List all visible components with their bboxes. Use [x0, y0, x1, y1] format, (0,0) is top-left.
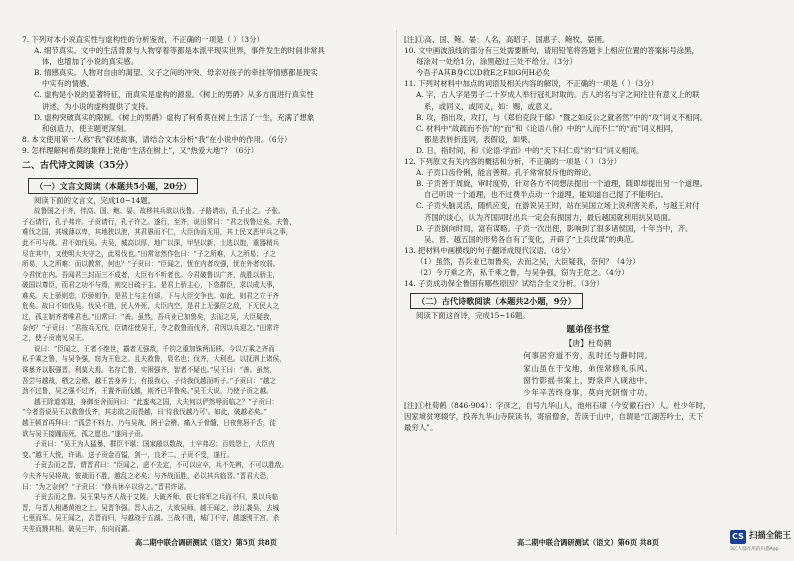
passage-line: 子贡去而之晋，谓晋君曰：“臣闻之，虑不先定，不可以应卒，兵不先辨，不可以胜敌。: [34, 461, 288, 470]
passage-line: 故鲁国之于齐，伴高、国、鲍、晏，故移其兵欲以伐鲁。子路请出，孔子止之。子张、: [34, 207, 285, 216]
q12-stem: 12. 下列原文有关内容的概括和分析，不正确的一项是（ ）（3分）: [404, 157, 622, 167]
poem-block: [404, 323, 772, 400]
q12-option-a: A. 子贡口齿伶俐，能言善辩。孔子常常驳斥他的辩论。: [416, 168, 597, 178]
q13-stem: 13. 把材料中画横线的句子翻译成现代汉语。（8分）: [404, 245, 575, 255]
page-divider: [396, 30, 397, 535]
left-page: [22, 34, 390, 534]
right-page: [404, 34, 772, 534]
q11-stem: 11. 下列对材料中加点的词语及相关内容的解说，不正确的一项是（ ）（3分）: [404, 79, 658, 89]
passage-line: 之，使子贡南见吴王。: [22, 334, 88, 343]
left-page-footer: 高二期中联合调研测试（语文）第5页 共8页: [135, 538, 277, 547]
passage-line: “今者吾说吴王以救鲁伐齐，其志欲之而畏越，曰‘待我伐越乃可’。如此，破越必矣。”: [22, 408, 268, 417]
passage-line: 子贡去而之鲁。吴王果与齐人战于艾陵，大破齐师，获七将军之兵而不归，果以兵临: [34, 493, 278, 502]
q10-text: 今吾子A其B身C以D救E之F如G何H必矣: [416, 68, 550, 78]
right-page-footer: 高二期中联合调研测试（语文）第6页 共8页: [517, 538, 659, 547]
passage-line: 曰：“为之奈何？”子贡曰：“修兵休卒以待之。”晋君许诺。: [22, 482, 191, 491]
poem-line: 少年辛苦终身事，莫向光阴惰寸功。: [523, 388, 653, 398]
q7-option-c-cont: 讲述，为小说的虚构提供了支持。: [42, 101, 153, 111]
q13-sentence-1: （1）虽然，吾兵业已加鲁矣，去而之吴，大臣疑我，奈何？（4分）: [416, 256, 640, 266]
poem-line: 何事居穷道不穷，乱时还与静时同。: [523, 351, 653, 361]
q7-option-a-cont: 体，也增加了小说的真实感。: [42, 57, 139, 67]
poem-author: 【唐】杜荀鹤: [564, 339, 612, 349]
passage-line: 晋，与晋人相遇黄池之上。吴晋争强。晋人击之，大败吴师。越王闻之，涉江袭吴，去城: [22, 503, 280, 512]
poem-line: 窗竹影摇书案上，野泉声入砚池中。: [523, 376, 653, 386]
passage-note: [注]①高、国、鲍、晏：人名，高昭子、国惠子、鲍牧、晏圉。: [404, 35, 610, 44]
q11-option-c-cont: 都是表转折连词，表假设，如果。: [424, 134, 535, 144]
q13-sentence-2: （2）今万乘之齐，私千乘之鲁，与吴争强，窃为王危之。（4分）: [416, 267, 629, 277]
passage-line: 今夫齐与吴将战，彼战而不胜，越乱之必矣；与齐战而胜，必以其兵临晋。”晋君大恐，: [22, 471, 273, 480]
q7-option-d-cont: 和创造力，使主题更深刻。: [42, 123, 131, 133]
passage-line: 子石请行，孔子弗许。子贡请行，孔子许之。遂行，至齐，说田常曰：“君之伐鲁过矣。夫鲁，: [22, 217, 296, 226]
poetry-instruction: 阅读下面这首诗，完成15~16题。: [416, 311, 530, 321]
passage-line: 欲与吴王接踵而死，孤之愿也。”遂问子贡。: [22, 429, 148, 438]
q11-option-d: D. 日，指时间，和《论语·学而》中的“天下归仁焉”的“归”词义相同。: [416, 145, 644, 155]
q12-option-c: C. 子贡头脑灵活，随机应变，在游说吴王时，站在吴国立场上说利害关系，与越王对付: [416, 201, 700, 211]
passage-line: 子贡曰：“吴王为人猛暴，群臣不堪；国家敝以数战，士卒弗忍；百姓怨上，大臣内: [34, 440, 275, 449]
q14: 14. 子贡成功保全鲁国有哪些原因？试结合全文分析。（3分）: [404, 279, 604, 289]
q7-option-c: C. 虚构是小说的显著特征，而真实是虚构的源泉。《树上的男爵》从多方面进行真实性: [34, 90, 314, 100]
subsection-poetry: （二）古代诗歌阅读（本题共2小题，9分）: [410, 293, 583, 309]
q7-option-d: D. 虚构突破真实的限制。《树上的男爵》虚构了柯希莫在树上生活了一生，充满了想象: [34, 112, 315, 122]
poem-title: 题弟侄书堂: [566, 325, 610, 336]
passage-line: 越王除道郊迎，身御至舍而问曰：“此蛮夷之国，大夫何以俨然辱而临之？”子贡曰：: [34, 397, 279, 406]
passage-line: 破国以尊臣，而君之功不与焉，则交日疏于主。是君上骄主心，下恣群臣，求以成大事，: [22, 281, 280, 290]
q7-option-a: A. 细节真实。文中的生活背景与人物穿着等都是本派平现实世界，事件发生的时间非常具: [34, 46, 325, 56]
poem-note: [注]①杜荀鹤（846-904）：字彦之，自号九华山人，池州石埭（今安徽石台）人。杜少年时，: [404, 400, 711, 410]
scanner-app-name: 扫描全能王: [749, 530, 791, 540]
q11-option-c: C. 材料中“故疏而不伤”的“而”和《论语八佾》中的“人而不仁”的“而”词义相同，: [416, 123, 679, 133]
scanner-watermark: [730, 528, 790, 556]
section-ancient-reading: 二、古代诗文阅读（35分）: [22, 161, 134, 172]
passage-line: 夫差而戮其相。破吴三年，东向而霸。: [22, 524, 135, 533]
q12-option-c-cont: 齐国的谈心，认为齐国同时出兵一定会有损国力，最后越国就利用抗吴局面。: [424, 212, 676, 222]
passage-line: 变。”越王大悦，许诺。送子贡金百镒，剑一，良矛二。子贡不受，遂行。: [22, 450, 234, 459]
passage-line: 尽在其中，又使明大夫守之，此易伐也。”田常忿然作色曰：“子之所难，人之所易；子之: [22, 249, 277, 258]
passage-line: 私千乘之鲁，与吴争强，窃为王危之。且夫救鲁，显名也；伐齐，大利也。以抚泗上诸侯，: [22, 355, 286, 364]
q12-option-b: B. 子贡善于周旋，审时度势，针对各方不同想法提出一个道理，随即却提出另一个道理。: [416, 179, 707, 189]
passage-line: 此不可与战。君不如伐吴。夫吴，城高以厚，地广以深，甲坚以新，士选以饱，重器精兵: [22, 238, 280, 247]
camscanner-logo-icon: CS: [730, 530, 746, 544]
passage-line: 难矣。夫上骄则恣，臣骄则争，是君上与主有郤，下与大臣交争也。如此，则君之立于齐: [22, 291, 280, 300]
poem-note-cont: 最穷人”。: [404, 423, 438, 433]
q9: 9. 怎样理解柯希莫的集释上说他“生活在树上”，又“热爱大地”？（6分）: [22, 145, 259, 155]
poem-line: 家山虽在干戈地，弟侄常修礼乐风。: [523, 363, 653, 373]
passage-line: 说曰：“臣闻之，王者不绝世，霸者无强敌，千钧之重加铢两而移。今以万乘之齐而: [34, 344, 275, 353]
passage-line: 诛暴齐以服强晋，利莫大焉。名存亡鲁，实困强齐，智者不疑也。”吴王曰：“善。虽然，: [22, 366, 277, 375]
passage-line: 危矣。故曰不如伐吴。伐吴不胜，民人外死，大臣内空，是君上无强臣之敌，下无民人之: [22, 302, 280, 311]
q11-option-b: B. 攻，指出攻，攻打，与《郑伯克段于鄢》“暨之如反公之就者然”中的“攻”词义不相同。: [416, 112, 708, 122]
q12-option-d-cont: 吴、晋、越五国的形势各自有了变化，开辟了“上兵伐谋”的典范。: [424, 234, 639, 244]
q7-stem: 7. 下列对本小说直实性与虚构性的分析鉴赏，不正确的一项是（ ）（3分）: [22, 35, 264, 44]
passage-line: 过，孤主制齐者唯君也。”田常曰：“善。虽然，吾兵业已加鲁矣，去而之吴，大臣疑我，: [22, 313, 277, 322]
reading-instruction: 阅读下面的文言文，完成10~14题。: [34, 196, 156, 206]
passage-line: 难伐之国，其城薄以卑，其地狭以泄，其君愚而不仁，大臣伪而无用，其士民又恶甲兵之事，: [22, 228, 293, 237]
q7-option-b: B. 情感真实。人物对自由的渴望、父子之间的冲突、母亲对孩子的牵挂等情感都是现实: [34, 68, 318, 78]
q11-option-a-cont: 系，或同义，或同义，如：赐，或意义。: [424, 101, 558, 111]
q11-option-a: A. 字，古人字是男子二十岁成人举行冠礼时取的。古人的名与字之间往往有意义上的联: [416, 90, 700, 100]
q7-option-b-cont: 中实有的情感。: [42, 79, 94, 89]
passage-line: 七里而军。吴王闻之，去晋而归，与越战于五湖。三战不胜，城门不守，越遂围王宫，杀: [22, 514, 280, 523]
passage-line: 今君忧在内。吾闻君三封而三不成者，大臣有不听者也。今君破鲁以广齐，战胜以骄主，: [22, 270, 280, 279]
passage-line: 越王顿首再拜曰：“孤尝不料力，乃与吴战，困于会稽，痛入于骨髓，日夜焦唇干舌，徒: [22, 419, 276, 427]
subsection-classical-prose: （一）文言文阅读（本题共5小题，20分）: [28, 178, 198, 194]
q12-option-b-cont: 自己听说一个道理，也不过费半点动一个道理，能知道自己提了不能明白。: [424, 190, 668, 200]
q10-stem-cont: 每涂对一处给1分，涂黑超过三处不给分。（3分）: [416, 57, 577, 67]
passage-line: 劲不过鲁，吴之强不过齐，王置齐而伐越，则齐已平鲁矣。”吴王大说，乃使子贡之越。: [22, 387, 273, 396]
classical-passage: [22, 206, 390, 534]
passage-line: 奈何？”子贡曰：“君按兵无伐，臣请往使吴王，令之救鲁而伐齐，君因以兵迎之。”田常许: [22, 323, 280, 332]
scanner-tagline: 3亿人都在用的扫描App: [730, 547, 779, 552]
passage-line: 所易，人之所难：而以教常，何也？”子贡曰：“臣闻之，忧在内者攻强，忧在外者攻弱。: [22, 260, 280, 269]
q12-option-d: D. 子贡倒向时局，富有谋略。子贡一次出使，影响到了很多诸侯国，十年当中，齐、: [416, 223, 693, 233]
q10-stem: 10. 文中画波浪线的部分有三处需要断句，请用铅笔将答题卡上相应位置的答案标号涂黑，: [404, 46, 699, 56]
q8: 8. 本文使用第一人称“我”叙述故事，请结合文本分析“我”在小说中的作用。（6分）: [22, 134, 292, 144]
passage-line: 吾尝与越战，栖之会稽。越王苦身养士，有报我心。子待我伐越而听子。”子贡曰：“越之: [22, 376, 277, 385]
poem-note-cont: 因家境贫寒辍学，投奔九华山寺院读书，寄宿僧舍，苦读于山中，自谓是“江湖苦吟士，天下: [404, 411, 704, 421]
